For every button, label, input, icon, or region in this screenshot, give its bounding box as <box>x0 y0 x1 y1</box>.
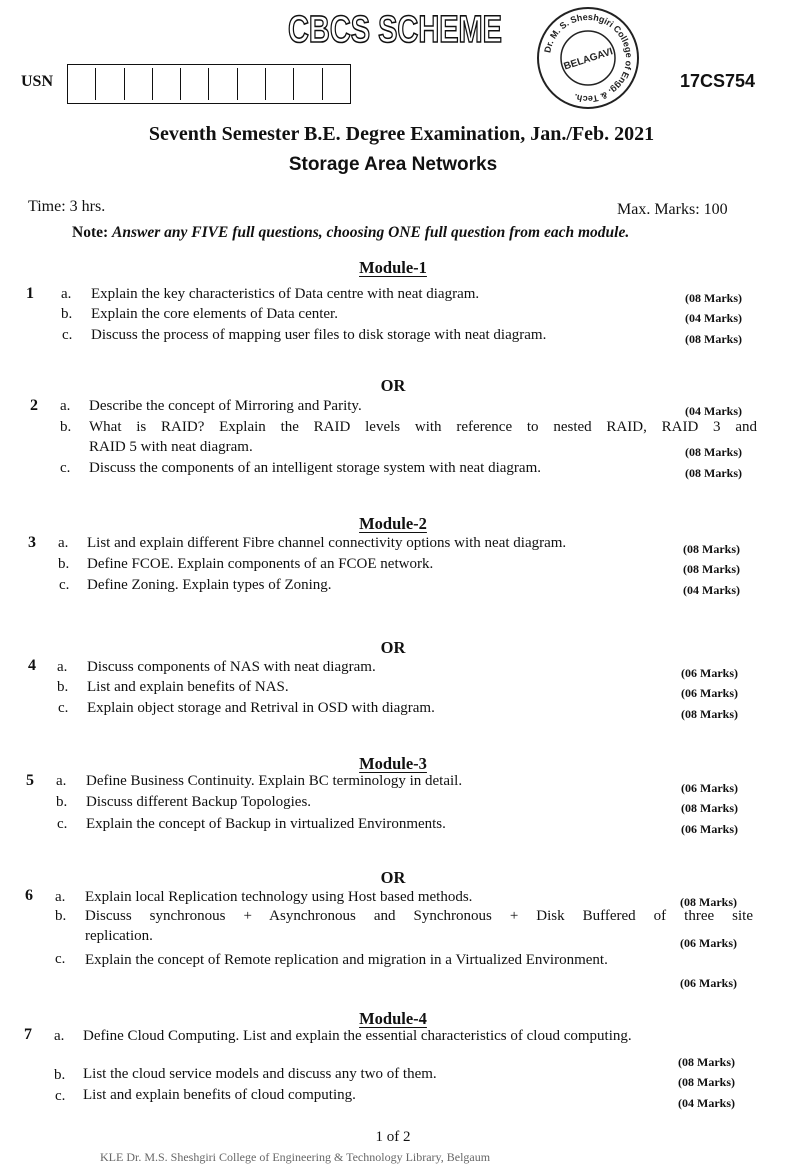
question-number: 6 <box>25 887 33 904</box>
usn-cell <box>294 68 322 100</box>
usn-cell <box>125 68 153 100</box>
marks: (06 Marks) <box>681 666 738 680</box>
module-3-heading: Module-3 <box>359 754 427 773</box>
marks: (04 Marks) <box>685 404 742 418</box>
question-text: Explain object storage and Retrival in OSD with diagram. <box>87 700 435 716</box>
part-label: a. <box>61 286 72 302</box>
marks: (08 Marks) <box>685 445 742 459</box>
question-text: List and explain benefits of cloud computing. <box>83 1087 356 1103</box>
marks: (08 Marks) <box>681 707 738 721</box>
question-text: Explain the concept of Backup in virtualized Environments. <box>86 816 446 832</box>
svg-text:Dr. M. S. Sheshgiri College of: Dr. M. S. Sheshgiri College of Engg. & Tech. <box>542 11 635 105</box>
usn-cell <box>209 68 237 100</box>
question-text: Define Zoning. Explain types of Zoning. <box>87 577 332 593</box>
part-label: c. <box>55 1088 66 1104</box>
part-label: c. <box>62 327 73 343</box>
part-label: b. <box>58 556 70 572</box>
marks: (08 Marks) <box>678 1075 735 1089</box>
usn-cell <box>68 68 96 100</box>
usn-cell <box>266 68 294 100</box>
part-label: a. <box>58 535 69 551</box>
marks: (08 Marks) <box>680 895 737 909</box>
marks: (04 Marks) <box>685 311 742 325</box>
part-label: b. <box>57 679 69 695</box>
marks: (04 Marks) <box>678 1096 735 1110</box>
part-label: b. <box>61 306 73 322</box>
usn-entry-boxes <box>67 64 351 104</box>
usn-label: USN <box>21 73 54 90</box>
part-label: b. <box>60 419 72 435</box>
part-label: a. <box>55 889 66 905</box>
part-label: c. <box>60 460 71 476</box>
max-marks: Max. Marks: 100 <box>617 201 728 218</box>
part-label: a. <box>57 659 68 675</box>
marks: (06 Marks) <box>681 822 738 836</box>
question-number: 3 <box>28 534 36 551</box>
usn-cell <box>323 68 350 100</box>
question-text: What is RAID? Explain the RAID levels with reference to nested RAID, RAID 3 and <box>89 419 757 435</box>
marks: (08 Marks) <box>685 332 742 346</box>
question-text: Explain the concept of Remote replication and migration in a Virtualized Environment. <box>85 952 608 968</box>
question-text: Discuss components of NAS with neat diagram. <box>87 659 376 675</box>
or-heading: OR <box>380 376 406 395</box>
svg-text:BELAGAVI: BELAGAVI <box>562 46 615 73</box>
marks: (08 Marks) <box>685 466 742 480</box>
module-1-heading: Module-1 <box>359 258 427 277</box>
note-text: Answer any FIVE full questions, choosing ONE full question from each module. <box>112 224 630 241</box>
usn-cell <box>181 68 209 100</box>
marks: (06 Marks) <box>680 936 737 950</box>
question-text: Discuss different Backup Topologies. <box>86 794 312 810</box>
or-heading: OR <box>380 868 406 887</box>
marks: (08 Marks) <box>685 291 742 305</box>
page-number: 1 of 2 <box>375 1129 411 1145</box>
part-label: c. <box>58 700 69 716</box>
marks: (06 Marks) <box>681 686 738 700</box>
module-4-heading: Module-4 <box>359 1009 427 1028</box>
svg-text:CBCS SCHEME: CBCS SCHEME <box>288 9 502 51</box>
usn-cell <box>153 68 181 100</box>
question-number: 5 <box>26 772 34 789</box>
usn-cell <box>238 68 266 100</box>
marks: (08 Marks) <box>683 542 740 556</box>
usn-cell <box>96 68 124 100</box>
part-label: c. <box>57 816 68 832</box>
subject-title: Storage Area Networks <box>288 154 498 175</box>
question-text: Discuss the components of an intelligent storage system with neat diagram. <box>89 460 541 476</box>
question-text: Explain local Replication technology using Host based methods. <box>85 889 473 905</box>
question-text: Define Cloud Computing. List and explain the essential characteristics of cloud computing. <box>83 1028 632 1044</box>
question-text: Define Business Continuity. Explain BC terminology in detail. <box>86 773 463 789</box>
question-text: Discuss synchronous + Asynchronous and Synchronous + Disk Buffered of three site <box>85 908 753 924</box>
question-number: 1 <box>26 285 34 302</box>
part-label: a. <box>54 1028 65 1044</box>
question-text: Describe the concept of Mirroring and Parity. <box>89 398 362 414</box>
cbcs-scheme-banner <box>285 4 505 52</box>
marks: (06 Marks) <box>680 976 737 990</box>
question-text-continued: replication. <box>85 928 153 944</box>
part-label: a. <box>56 773 67 789</box>
part-label: a. <box>60 398 71 414</box>
college-seal-stamp <box>535 5 641 111</box>
question-text: List and explain benefits of NAS. <box>87 679 289 695</box>
part-label: b. <box>56 794 68 810</box>
question-text: Discuss the process of mapping user files to disk storage with neat diagram. <box>91 327 547 343</box>
question-text: Define FCOE. Explain components of an FCOE network. <box>87 556 434 572</box>
marks: (04 Marks) <box>683 583 740 597</box>
question-number: 4 <box>28 657 36 674</box>
question-text: List and explain different Fibre channel connectivity options with neat diagram. <box>87 535 567 551</box>
or-heading: OR <box>380 638 406 657</box>
time-allowed: Time: 3 hrs. <box>28 198 106 215</box>
part-label: b. <box>54 1067 66 1083</box>
question-text-continued: RAID 5 with neat diagram. <box>89 439 253 455</box>
marks: (08 Marks) <box>681 801 738 815</box>
marks: (06 Marks) <box>681 781 738 795</box>
exam-title: Seventh Semester B.E. Degree Examination, Jan./Feb. 2021 <box>148 123 655 145</box>
part-label: c. <box>59 577 70 593</box>
question-text: Explain the core elements of Data center. <box>91 306 338 322</box>
marks: (08 Marks) <box>683 562 740 576</box>
part-label: b. <box>55 908 67 924</box>
question-text: List the cloud service models and discuss any two of them. <box>83 1066 437 1082</box>
course-code: 17CS754 <box>680 71 756 91</box>
question-text: Explain the key characteristics of Data centre with neat diagram. <box>91 286 480 302</box>
part-label: c. <box>55 951 66 967</box>
library-footer-line: KLE Dr. M.S. Sheshgiri College of Engineering & Technology Library, Belgaum <box>100 1150 491 1164</box>
note-label: Note: <box>72 224 109 241</box>
marks: (08 Marks) <box>678 1055 735 1069</box>
module-2-heading: Module-2 <box>359 514 427 533</box>
question-number: 7 <box>24 1026 32 1043</box>
question-number: 2 <box>30 397 38 414</box>
instructions-note <box>72 224 629 242</box>
